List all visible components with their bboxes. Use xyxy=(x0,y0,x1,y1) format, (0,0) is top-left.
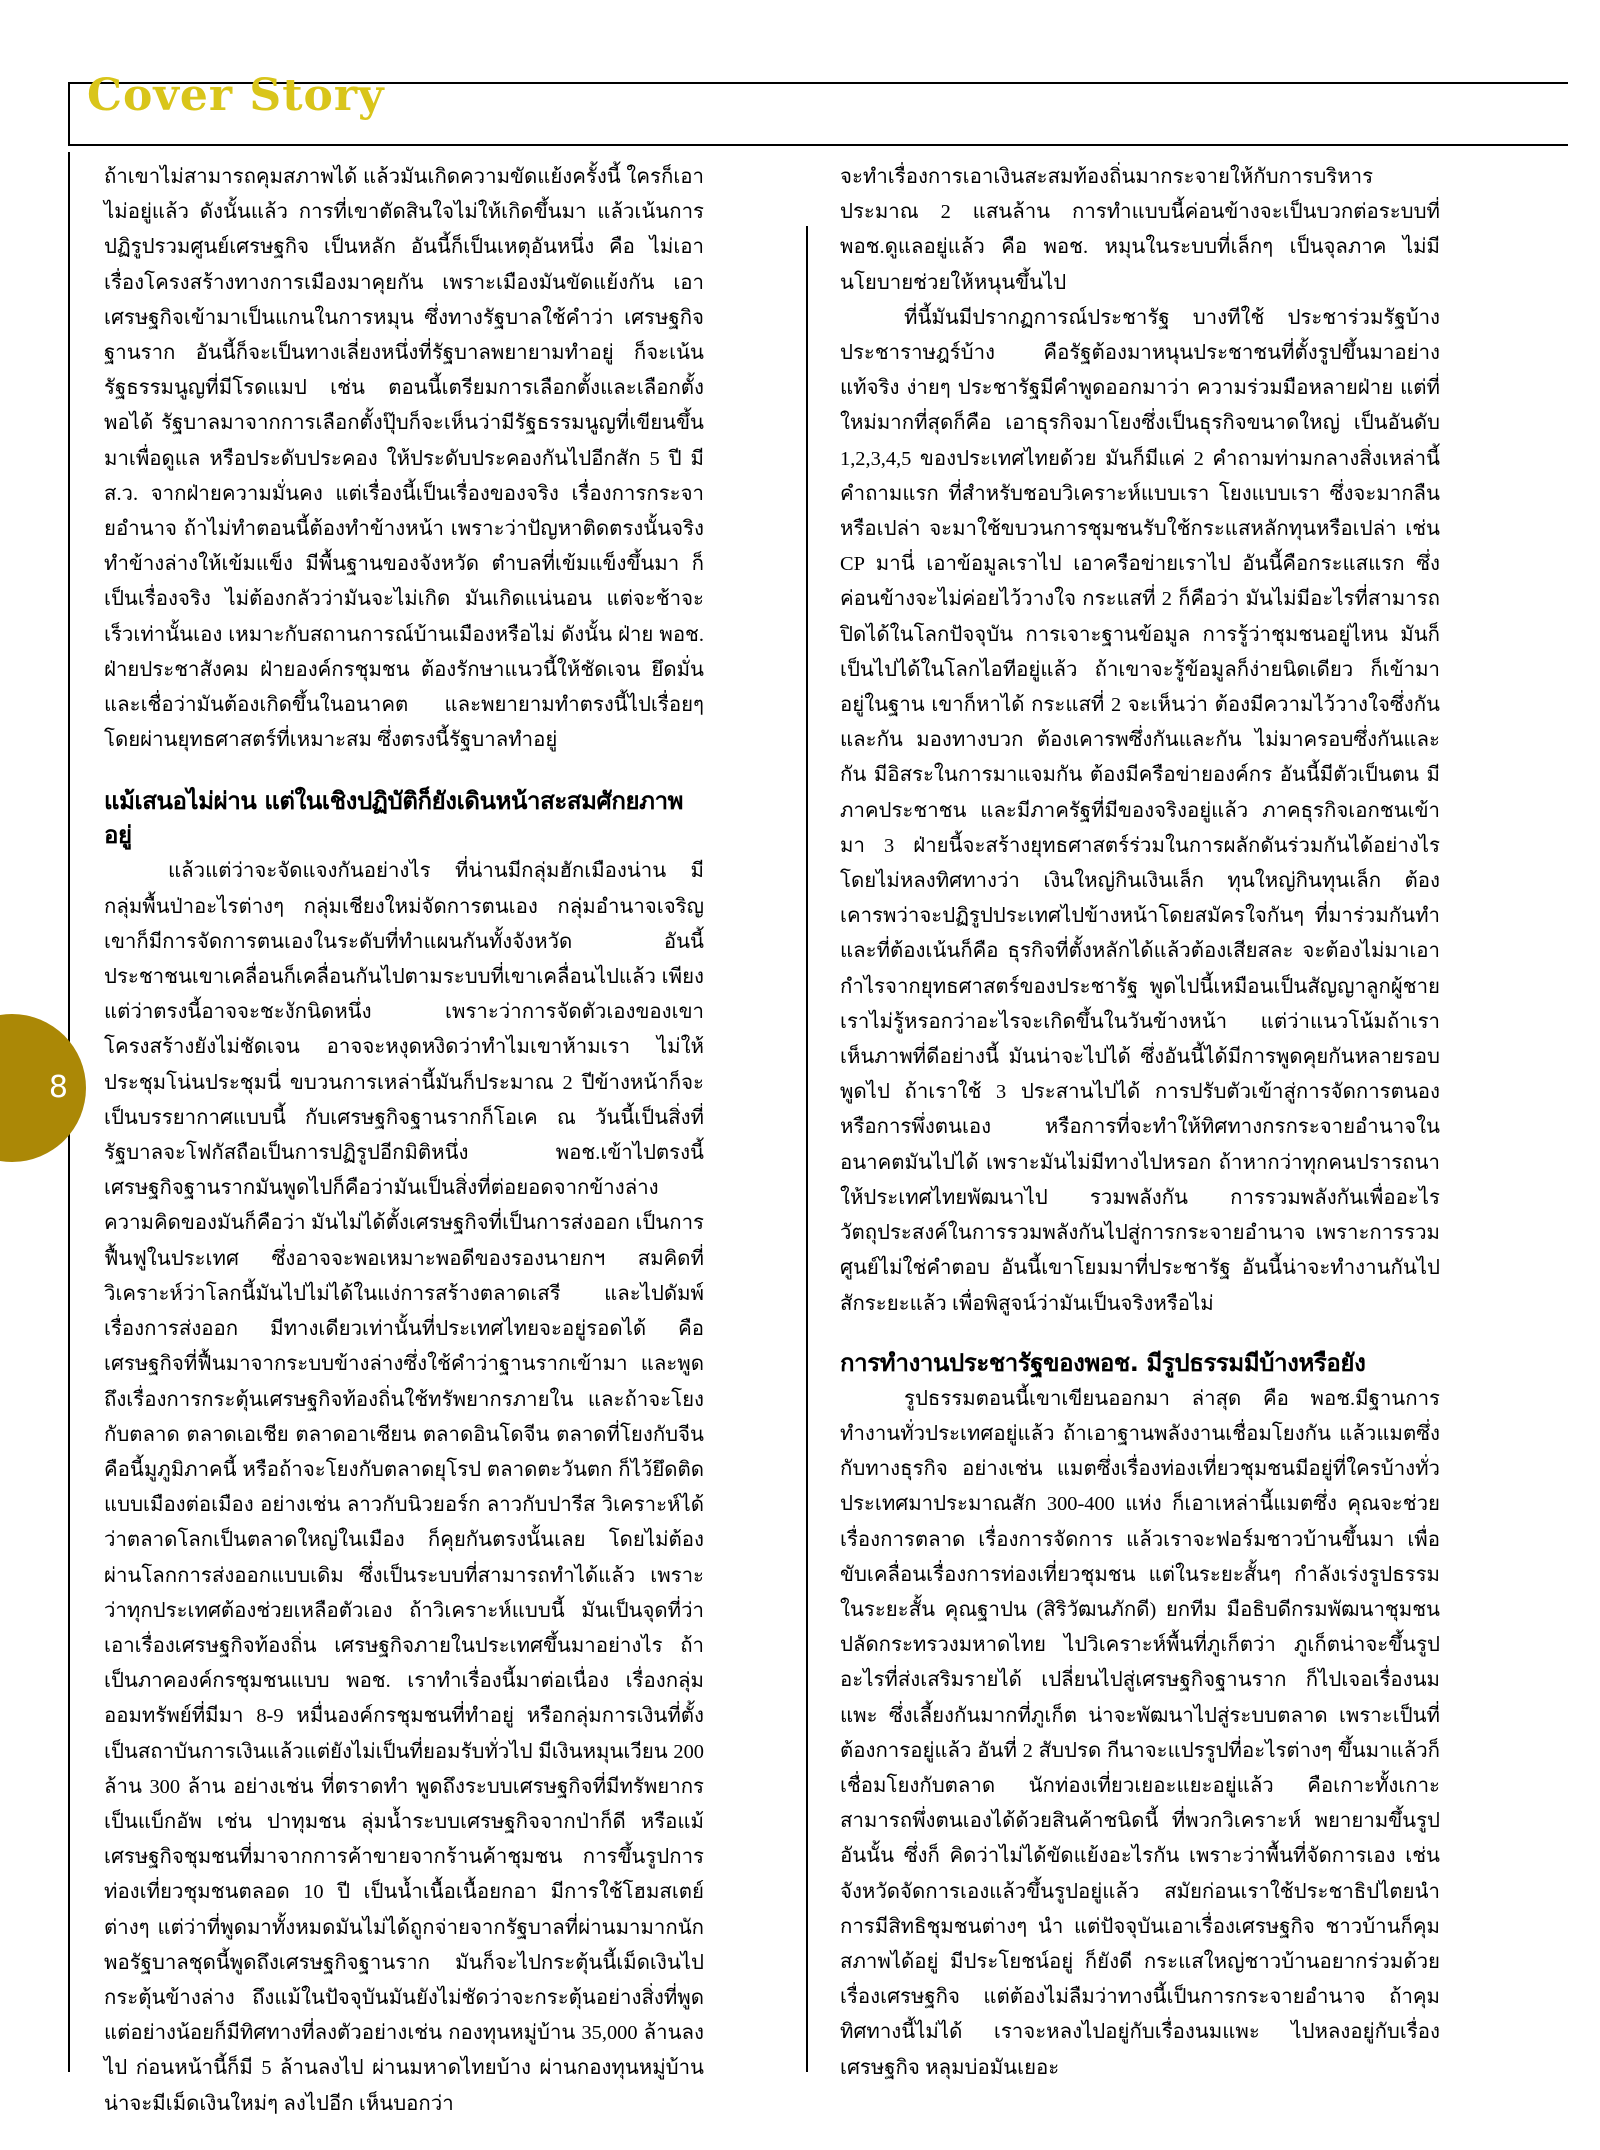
page-title: Cover Story xyxy=(87,70,385,121)
paragraph: ที่นี้มันมีปรากฏการณ์ประชารัฐ บางทีใช้ ประชาร่วมรัฐบ้าง ประชาราษฎร์บ้าง คือรัฐต้องมาหนุนประชาชนที่ตั้งรูปขึ้นมาอย่างแท้จริง ง่ายๆ ประชารัฐมีคำพูดออกมาว่า ความร่วมมือหลายฝ่าย แต่ที่ใหม่มากที่สุดก็คือ เอาธุรกิจมาโยงซึ่งเป็นธุรกิจขนาดใหญ่ เป็นอันดับ 1,2,3,4,5 ของประเทศไทยด้วย มันก็มีแค่ 2 คำถามท่ามกลางสิ่งเหล่านี้ คำถามแรก ที่สำหรับชอบวิเคราะห์แบบเรา โยงแบบเรา ซึ่งจะมากลืนหรือเปล่า จะมาใช้ขบวนการชุมชนรับใช้กระแสหลักทุนหรือเปล่า เช่น CP มานี่ เอาข้อมูลเราไป เอาครือข่ายเราไป อันนี้คือกระแสแรก ซึ่งค่อนข้างจะไม่ค่อยไว้วางใจ กระแสที่ 2 ก็คือว่า มันไม่มีอะไรที่สามารถปิดได้ในโลกปัจจุบัน การเจาะฐานข้อมูล การรู้ว่าชุมชนอยู่ไหน มันก็เป็นไปได้ในโลกไอทีอยู่แล้ว ถ้าเขาจะรู้ข้อมูลก็ง่ายนิดเดียว ก็เข้ามาอยู่ในฐาน เขาก็หาได้ กระแสที่ 2 จะเห็นว่า ต้องมีความไว้วางใจซึ่งกันและกัน มองทางบวก ต้องเคารพซึ่งกันและกัน ไม่มาครอบซึ่งกันและกัน มีอิสระในการมาแจมกัน ต้องมีครือข่ายองค์กร อันนี้มีตัวเป็นตน มีภาคประชาชน และมีภาครัฐที่มีของจริงอยู่แล้ว ภาคธุรกิจเอกชนเข้ามา 3 ฝ่ายนี้จะสร้างยุทธศาสตร์ร่วมในการผลักดันร่วมกันได้อย่างไรโดยไม่หลงทิศทางว่า เงินใหญ่กินเงินเล็ก ทุนใหญ่กินทุนเล็ก ต้องเคารพว่าจะปฏิรูปประเทศไปข้างหน้าโดยสมัครใจกันๆ ที่มาร่วมกันทำ และที่ต้องเน้นก็คือ ธุรกิจที่ตั้งหลักได้แล้วต้องเสียสละ จะต้องไม่มาเอากำไรจากยุทธศาสตร์ของประชารัฐ พูดไปนี้เหมือนเป็นสัญญาลูกผู้ชาย เราไม่รู้หรอกว่าอะไรจะเกิดขึ้นในวันข้างหน้า แต่ว่าแนวโน้มถ้าเราเห็นภาพที่ดีอย่างนี้ มันน่าจะไปได้ ซึ่งอันนี้ได้มีการพูดคุยกันหลายรอบ พูดไป ถ้าเราใช้ 3 ประสานไปได้ การปรับตัวเข้าสู่การจัดการตนอง หรือการพึ่งตนเอง หรือการที่จะทำให้ทิศทางกรกระจายอำนาจในอนาคตมันไปได้ เพราะมันไม่มีทางไปหรอก ถ้าหากว่าทุกคนปรารถนาให้ประเทศไทยพัฒนาไป รวมพลังกัน การรวมพลังกันเพื่ออะไร วัตถุประสงค์ในการรวมพลังกันไปสู่การกระจายอำนาจ เพราะการรวมศูนย์ไม่ใช่คำตอบ อันนี้เขาโยมมาที่ประชารัฐ อันนี้น่าจะทำงานกันไปสักระยะแล้ว เพื่อพิสูจน์ว่ามันเป็นจริงหรือไม่ xyxy=(840,306,1440,1315)
page-number-badge xyxy=(0,1014,86,1162)
masthead-frame xyxy=(68,70,1568,144)
page-number: 8 xyxy=(48,1070,68,1105)
left-column xyxy=(104,160,704,2122)
right-column xyxy=(840,160,1440,2086)
paragraph: ถ้าเขาไม่สามารถคุมสภาพได้ แล้วมันเกิดความขัดแย้งครั้งนี้ ใครก็เอาไม่อยู่แล้ว ดังนั้นแล้ว การที่เขาตัดสินใจไม่ให้เกิดขึ้นมา แล้วเน้นการปฏิรูปรวมศูนย์เศรษฐกิจ เป็นหลัก อันนี้ก็เป็นเหตุอันหนึ่ง คือ ไม่เอาเรื่องโครงสร้างทางการเมืองมาคุยกัน เพราะเมืองมันขัดแย้งกัน เอาเศรษฐกิจเข้ามาเป็นแกนในการหมุน ซึ่งทางรัฐบาลใช้คำว่า เศรษฐกิจฐานราก อันนี้ก็จะเป็นทางเลี่ยงหนึ่งที่รัฐบาลพยายามทำอยู่ ก็จะเน้นรัฐธรรมนูญที่มีโรดแมป เช่น ตอนนี้เตรียมการเลือกตั้งและเลือกตั้ง พอได้ รัฐบาลมาจากการเลือกตั้งปุ๊บก็จะเห็นว่ามีรัฐธรรมนูญที่เขียนขึ้นมาเพื่อดูแล หรือประดับประคอง ให้ประดับประคองกันไปอีกสัก 5 ปี มี ส.ว. จากฝ่ายความมั่นคง แต่เรื่องนี้เป็นเรื่องของจริง เรื่องการกระจายอำนาจ ถ้าไม่ทำตอนนี้ต้องทำข้างหน้า เพราะว่าปัญหาติดตรงนั้นจริง ทำข้างล่างให้เข้มแข็ง มีพื้นฐานของจังหวัด ตำบลที่เข้มแข็งขึ้นมา ก็เป็นเรื่องจริง ไม่ต้องกลัวว่ามันจะไม่เกิด มันเกิดแน่นอน แต่จะช้าจะเร็วเท่านั้นเอง เหมาะกับสถานการณ์บ้านเมืองหรือไม่ ดังนั้น ฝ่าย พอช. ฝ่ายประชาสังคม ฝ่ายองค์กรชุมชน ต้องรักษาแนวนี้ให้ชัดเจน ยึดมั่น และเชื่อว่ามันต้องเกิดขึ้นในอนาคต และพยายามทำตรงนี้ไปเรื่อยๆ โดยผ่านยุทธศาสตร์ที่เหมาะสม ซึ่งตรงนี้รัฐบาลทำอยู่ xyxy=(104,166,704,752)
column-divider-rule xyxy=(806,226,808,2072)
masthead-bottom-rule xyxy=(68,144,1568,146)
paragraph: รูปธรรมตอนนี้เขาเขียนออกมา ล่าสุด คือ พอช.มีฐานการทำงานทั่วประเทศอยู่แล้ว ถ้าเอาฐานพลังงานเชื่อมโยงกัน แล้วแมตซึ่งกับทางธุรกิจ อย่างเช่น แมตซึ่งเรื่องท่องเที่ยวชุมชนมีอยู่ที่ใครบ้างทั่วประเทศมาประมาณสัก 300-400 แห่ง ก็เอาเหล่านี้แมตซึ่ง คุณจะช่วยเรื่องการตลาด เรื่องการจัดการ แล้วเราจะฟอร์มชาวบ้านขึ้นมา เพื่อขับเคลื่อนเรื่องการท่องเที่ยวชุมชน แต่ในระยะสั้นๆ กำลังเร่งรูปธรรมในระยะสั้น คุณฐาปน (สิริวัฒนภักดี) ยกทีม มือธิบดีกรมพัฒนาชุมชน ปลัดกระทรวงมหาดไทย ไปวิเคราะห์พื้นที่ภูเก็ตว่า ภูเก็ตน่าจะขึ้นรูปอะไรที่ส่งเสริมรายได้ เปลี่ยนไปสู่เศรษฐกิจฐานราก ก็ไปเจอเรื่องนมแพะ ซึ่งเลี้ยงกันมากที่ภูเก็ต น่าจะพัฒนาไปสู่ระบบตลาด เพราะเป็นที่ต้องการอยู่แล้ว อันที่ 2 สับปรด กีนาจะแปรรูปที่อะไรต่างๆ ขึ้นมาแล้วก็เชื่อมโยงกับตลาด นักท่องเที่ยวเยอะแยะอยู่แล้ว คือเกาะทั้งเกาะสามารถพึ่งตนเองได้ด้วยสินค้าชนิดนี้ ที่พวกวิเคราะห์ พยายามขึ้นรูปอันนั้น ซึ่งก็ คิดว่าไม่ได้ขัดแย้งอะไรกัน เพราะว่าพื้นที่จัดการเอง เช่น จังหวัดจัดการเองแล้วขึ้นรูปอยู่แล้ว สมัยก่อนเราใช้ประชาธิปไตยนำ การมีสิทธิชุมชนต่างๆ นำ แต่ปัจจุบันเอาเรื่องเศรษฐกิจ ชาวบ้านก็คุมสภาพได้อยู่ มีประโยชน์อยู่ ก็ยังดี กระแสใหญ่ชาวบ้านอยากร่วมด้วยเรื่องเศรษฐกิจ แต่ต้องไม่ลืมว่าทางนี้เป็นการกระจายอำนาจ ถ้าคุมทิศทางนี้ไม่ได้ เราจะหลงไปอยู่กับเรื่องนมแพะ ไปหลงอยู่กับเรื่องเศรษฐกิจ หลุมบ่อมันเยอะ xyxy=(840,1387,1440,2079)
section-heading-right: การทำงานประชารัฐของพอช. มีรูปธรรมมีบ้างหรือยัง xyxy=(840,1348,1366,1377)
section-heading-left: แม้เสนอไม่ผ่าน แต่ในเชิงปฏิบัติก็ยังเดินหน้าสะสมศักยภาพอยู่ xyxy=(104,787,684,850)
paragraph: แล้วแต่ว่าจะจัดแจงกันอย่างไร ที่น่านมีกลุ่มฮักเมืองน่าน มีกลุ่มพื้นป่าอะไรต่างๆ กลุ่มเชียงใหม่จัดการตนเอง กลุ่มอำนาจเจริญเขาก็มีการจัดการตนเองในระดับที่ทำแผนกันทั้งจังหวัด อันนี้ประชาชนเขาเคลื่อนก็เคลื่อนกันไปตามระบบที่เขาเคลื่อนไปแล้ว เพียงแต่ว่าตรงนี้อาจจะชะงักนิดหนึ่ง เพราะว่าการจัดตัวเองของเขา โครงสร้างยังไม่ชัดเจน อาจจะหงุดหงิดว่าทำไมเขาห้ามเรา ไม่ให้ประชุมโน่นประชุมนี่ ขบวนการเหล่านี้มันก็ประมาณ 2 ปีข้างหน้าก็จะเป็นบรรยากาศแบบนี้ กับเศรษฐกิจฐานรากก็โอเค ณ วันนี้เป็นสิ่งที่รัฐบาลจะโฟกัสถือเป็นการปฏิรูปอีกมิติหนึ่ง พอช.เข้าไปตรงนี้ เศรษฐกิจฐานรากมันพูดไปก็คือว่ามันเป็นสิ่งที่ต่อยอดจากข้างล่าง ความคิดของมันก็คือว่า มันไม่ได้ตั้งเศรษฐกิจที่เป็นการส่งออก เป็นการฟื้นฟูในประเทศ ซึ่งอาจจะพอเหมาะพอดีของรองนายกฯ สมคิดที่วิเคราะห์ว่าโลกนี้มันไปไม่ได้ในแง่การสร้างตลาดเสรี และไปดัมพ์เรื่องการส่งออก มีทางเดียวเท่านั้นที่ประเทศไทยจะอยู่รอดได้ คือเศรษฐกิจที่ฟื้นมาจากระบบข้างล่างซึ่งใช้คำว่าฐานรากเข้ามา และพูดถึงเรื่องการกระตุ้นเศรษฐกิจท้องถิ่นใช้ทรัพยากรภายใน และถ้าจะโยงกับตลาด ตลาดเอเชีย ตลาดอาเซียน ตลาดอินโดจีน ตลาดที่โยงกับจีน คือนี้มูภูมิภาคนี้ หรือถ้าจะโยงกับตลาดยุโรป ตลาดตะวันตก ก็ไว้ยึดติดแบบเมืองต่อเมือง อย่างเช่น ลาวกับนิวยอร์ก ลาวกับปารีส วิเคราะห์ได้ว่าตลาดโลกเป็นตลาดใหญ่ในเมือง ก็คุยกันตรงนั้นเลย โดยไม่ต้องผ่านโลกการส่งออกแบบเดิม ซึ่งเป็นระบบที่สามารถทำได้แล้ว เพราะว่าทุกประเทศต้องช่วยเหลือตัวเอง ถ้าวิเคราะห์แบบนี้ มันเป็นจุดที่ว่าเอาเรื่องเศรษฐกิจท้องถิ่น เศรษฐกิจภายในประเทศขึ้นมาอย่างไร ถ้าเป็นภาคองค์กรชุมชนแบบ พอช. เราทำเรื่องนี้มาต่อเนื่อง เรื่องกลุ่มออมทรัพย์ที่มีมา 8-9 หมื่นองค์กรชุมชนที่ทำอยู่ หรือกลุ่มการเงินที่ตั้งเป็นสถาบันการเงินแล้วแต่ยังไม่เป็นที่ยอมรับทั่วไป มีเงินหมุนเวียน 200 ล้าน 300 ล้าน อย่างเช่น ที่ตราดทำ พูดถึงระบบเศรษฐกิจที่มีทรัพยากรเป็นแบ็กอัพ เช่น ปาทุมชน ลุ่มน้ำระบบเศรษฐกิจจากป่าก็ดี หรือแม้เศรษฐกิจชุมชนที่มาจากการค้าขายจากร้านค้าชุมชน การขึ้นรูปการท่องเที่ยวชุมชนตลอด 10 ปี เป็นน้ำเนื้อเนื้อยกอา มีการใช้โฮมสเตย์ต่างๆ แต่ว่าที่พูดมาทั้งหมดมันไม่ได้ถูกจ่ายจากรัฐบาลที่ผ่านมามากนัก พอรัฐบาลชุดนี้พูดถึงเศรษฐกิจฐานราก มันก็จะไปกระตุ้นนี้เม็ดเงินไปกระตุ้นข้างล่าง ถึงแม้ในปัจจุบันมันยังไม่ชัดว่าจะกระตุ้นอย่างสิ่งที่พูด แต่อย่างน้อยก็มีทิศทางที่ลงตัวอย่างเช่น กองทุนหมู่บ้าน 35,000 ล้านลงไป ก่อนหน้านี้ก็มี 5 ล้านลงไป ผ่านมหาดไทยบ้าง ผ่านกองทุนหมู่บ้าน น่าจะมีเม็ดเงินใหม่ๆ ลงไปอีก เห็นบอกว่า xyxy=(104,860,704,2115)
paragraph: จะทำเรื่องการเอาเงินสะสมท้องถิ่นมากระจายให้กับการบริหารประมาณ 2 แสนล้าน การทำแบบนี้ค่อนข้างจะเป็นบวกต่อระบบที่ พอช.ดูแลอยู่แล้ว คือ พอช. หมุนในระบบที่เล็กๆ เป็นจุลภาค ไม่มีนโยบายช่วยให้หนุนขึ้นไป xyxy=(840,166,1440,294)
